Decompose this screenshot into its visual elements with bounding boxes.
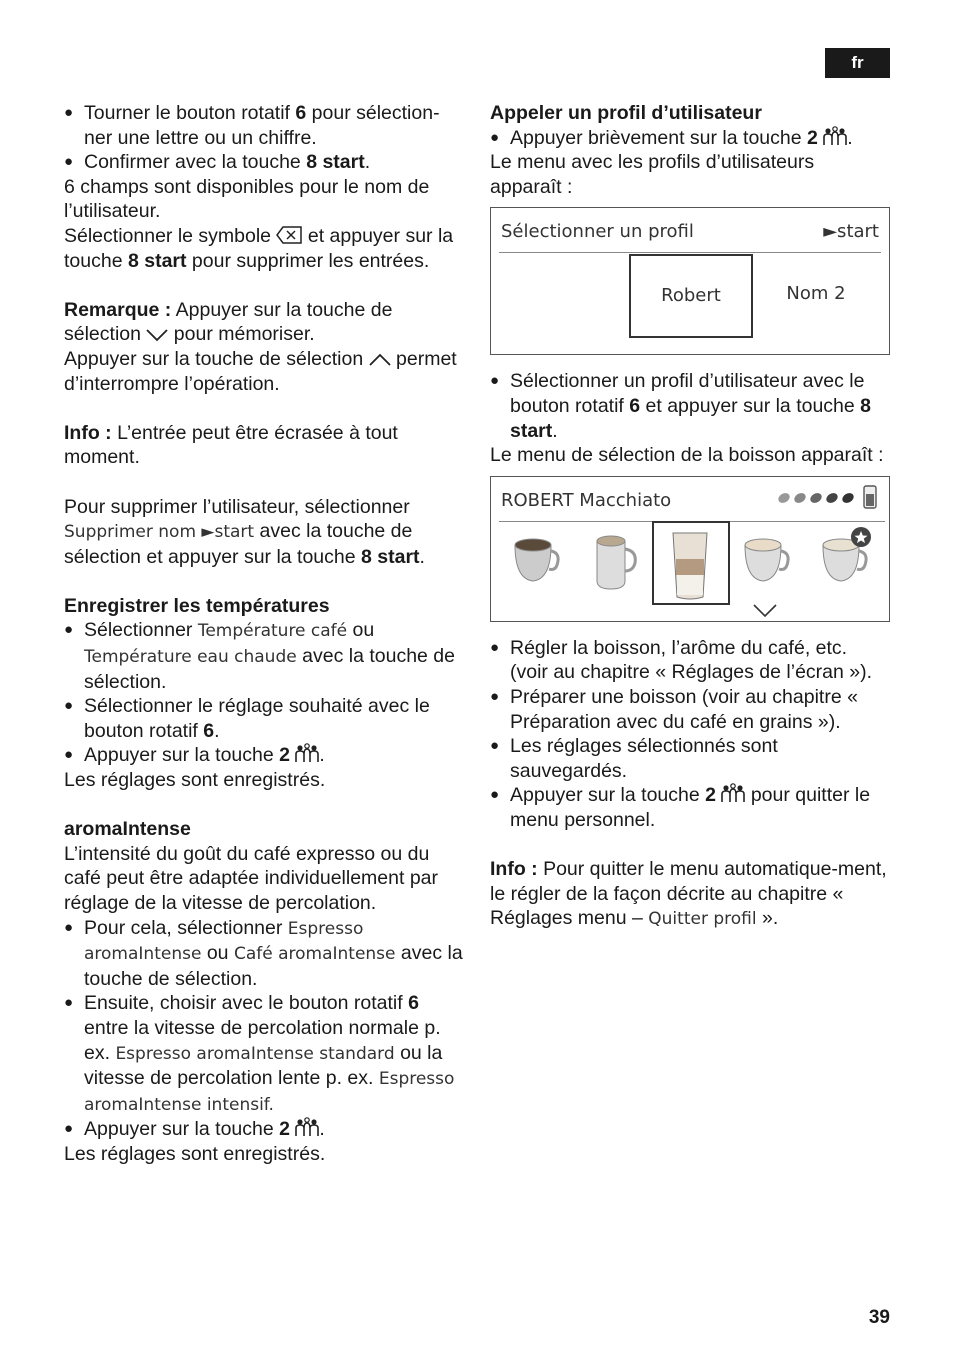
info-quit-note: Info : Pour quitter le menu automatique-ment, le régler de la façon décrite au chapitre « Réglages menu – Quitter profil ». [490, 858, 887, 930]
drink-step-2: ● Préparer une boisson (voir au chapitre « Préparation avec du café en grains »). [490, 685, 890, 734]
remarque-note: Remarque : Appuyer sur la touche de sélection pour mémoriser. [64, 298, 393, 346]
temps-step-3: ● Appuyer sur la touche 2 . [64, 743, 464, 768]
step-confirm: ● Confirmer avec la touche 8 start. [64, 150, 464, 175]
coffee-bean-icon [841, 491, 855, 505]
cup-size-icon [863, 485, 877, 509]
profile-step-2: ● Sélectionner un profil d’utilisateur avec le bouton rotatif 6 et appuyer sur la touche 8 start. [490, 369, 890, 443]
profile-option: Nom 2 [786, 283, 846, 305]
display-title: ROBERT Macchiato [501, 489, 672, 511]
info-note: Info : L’entrée peut être écrasée à tout moment. [64, 421, 398, 469]
profile-step-1: ● Appuyer brièvement sur la touche 2 . [490, 126, 890, 151]
step-turn-knob: ● Tourner le bouton rotatif 6 pour sélection-ner une lettre ou un chiffre. [64, 101, 464, 150]
aroma-strength-indicator [777, 491, 855, 505]
aroma-step-1: ● Pour cela, sélectionner Espresso aromaIntense ou Café aromaIntense avec la touche de sélection. [64, 916, 464, 992]
chevron-up-icon [369, 353, 391, 367]
temps-step-1: ● Sélectionner Température café ou Température eau chaude avec la touche de sélection. [64, 618, 464, 694]
fields-info: 6 champs sont disponibles pour le nom de l’utilisateur. [64, 175, 430, 223]
backspace-icon [276, 226, 302, 244]
profile-option-selected: Robert [629, 254, 753, 338]
profile-menu-display [490, 207, 890, 355]
favorite-drink-cup-icon [817, 525, 875, 587]
user-profile-icon [295, 1117, 319, 1137]
drink-step-3: ● Les réglages sélectionnés sont sauvegardés. [490, 734, 890, 783]
display-header [499, 208, 881, 253]
user-profile-icon [721, 783, 745, 803]
drink-step-1: ● Régler la boisson, l’arôme du café, etc. (voir au chapitre « Réglages de l’écran »). [490, 636, 890, 685]
profile-menu-appears: Le menu avec les profils d’utilisateurs apparaît : [490, 151, 815, 198]
profile-heading: Appeler un profil d’utilisateur [490, 102, 762, 124]
drink-menu-appears: Le menu de sélection de la boisson apparaît : [490, 444, 884, 467]
display-start: ►start [823, 221, 879, 243]
coffee-bean-icon [777, 491, 791, 505]
temps-heading: Enregistrer les températures [64, 594, 330, 617]
espresso-cup-icon [511, 531, 563, 587]
right-column [490, 101, 890, 932]
chevron-down-icon [146, 328, 168, 342]
drink-step-4: ● Appuyer sur la touche 2 pour quitter le menu personnel. [490, 783, 890, 832]
remarque-note-2: Appuyer sur la touche de sélection permet d’interrompre l’opération. [64, 347, 457, 395]
aroma-saved: Les réglages sont enregistrés. [64, 1142, 326, 1165]
user-profile-icon [295, 743, 319, 763]
temps-saved: Les réglages sont enregistrés. [64, 769, 326, 792]
drink-selection-highlight [652, 521, 730, 605]
display-header [499, 477, 885, 522]
language-tab: fr [825, 48, 890, 78]
delete-entries: Sélectionner le symbole et appuyer sur la touche 8 start pour supprimer les entrées. [64, 224, 454, 272]
left-column [64, 101, 464, 1167]
aroma-step-2: ● Ensuite, choisir avec le bouton rotatif 6 entre la vitesse de percolation normale p. ex. Espresso aromaIntense standard ou la vitesse de percolation lente p. ex. Espresso aromaIntense intensif. [64, 991, 464, 1117]
delete-user: Pour supprimer l’utilisateur, sélectionner Supprimer nom ►start avec la touche de sélection et appuyer sur la touche 8 start. [64, 495, 425, 568]
coffee-mug-icon [591, 531, 643, 593]
aroma-heading: aromaIntense [64, 818, 191, 841]
coffee-bean-icon [793, 491, 807, 505]
temps-step-2: ● Sélectionner le réglage souhaité avec le bouton rotatif 6. [64, 694, 464, 743]
chevron-down-icon [753, 603, 777, 619]
user-profile-icon [823, 126, 847, 146]
coffee-bean-icon [825, 491, 839, 505]
coffee-bean-icon [809, 491, 823, 505]
page-number: 39 [868, 1307, 890, 1328]
aroma-text: L’intensité du goût du café expresso ou du café peut être adaptée individuellement par réglage de la vitesse de percolation. [64, 842, 439, 914]
aroma-step-3: ● Appuyer sur la touche 2 . [64, 1117, 464, 1142]
drink-menu-display [490, 476, 890, 622]
cappuccino-cup-icon [741, 531, 793, 587]
display-title: Sélectionner un profil [501, 221, 694, 243]
